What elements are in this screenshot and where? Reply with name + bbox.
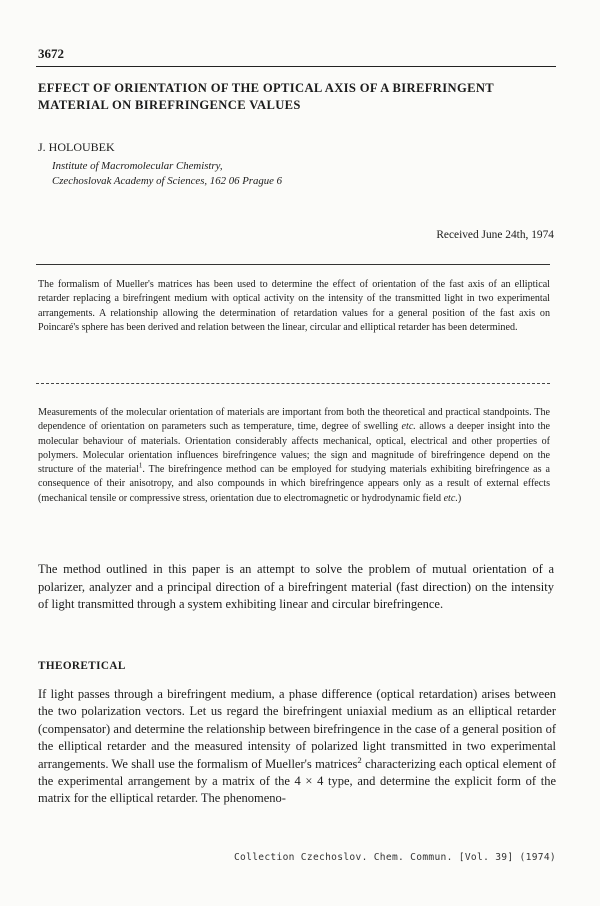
intro-text-4: ) bbox=[457, 492, 462, 504]
abstract-rule-top bbox=[36, 264, 550, 265]
journal-footer: Collection Czechoslov. Chem. Commun. [Vol. 39] (1974) bbox=[233, 852, 556, 863]
theory-paragraph bbox=[38, 686, 556, 808]
article-title: EFFECT OF ORIENTATION OF THE OPTICAL AXIS OF A BIREFRINGENT MATERIAL ON BIREFRINGENCE VALUES bbox=[38, 81, 494, 112]
reference-2: 2 bbox=[357, 754, 362, 765]
author: J. HOLOUBEK bbox=[38, 140, 115, 154]
method-paragraph: The method outlined in this paper is an attempt to solve the problem of mutual orientation of a polarizer, analyzer and a principal direction of a birefringent material (fast direction) on the intensity of light transmitted through a system exhibiting linear and circular birefringence. bbox=[38, 562, 554, 612]
affiliation-line-2: Czechoslovak Academy of Sciences, 162 06 Prague 6 bbox=[52, 175, 283, 187]
intro-etc-2: etc. bbox=[443, 492, 458, 504]
intro-etc: etc. bbox=[401, 421, 416, 433]
received-date: Received June 24th, 1974 bbox=[436, 229, 554, 241]
intro-text-3: . The birefringence method can be employed for studying materials exhibiting birefringence as a consequence of their anisotropy, and also compounds in which birefringence appears only as a result of external effects (mechanical tensile or compressive stress, orientation due to electromagnetic or hydrodynamic field bbox=[38, 464, 550, 504]
abstract-rule-bottom bbox=[36, 383, 550, 384]
theory-text-2: characterizing each optical element of the experimental arrangement by a matrix of the 4 × 4 type, and determine the explicit form of the matrix for the elliptical retarder. The phenomeno- bbox=[38, 756, 556, 806]
abstract: The formalism of Mueller's matrices has been used to determine the effect of orientation of the fast axis of an elliptical retarder replacing a birefringent medium with optical activity on the intensity of the transmitted light in two experimental arrangements. A relationship allowing the determination of retardation values for a general position of the fast axis on Poincaré's sphere has been derived and relation between the linear, circular and elliptical retarder has been determined. bbox=[38, 279, 550, 333]
reference-1: 1 bbox=[138, 461, 143, 470]
affiliation-line-1: Institute of Macromolecular Chemistry, bbox=[52, 160, 223, 172]
header-rule bbox=[36, 66, 556, 67]
theory-text-1: If light passes through a birefringent medium, a phase difference (optical retardation) arises between the two polarization vectors. Let us regard the birefringent uniaxial medium as an elliptical retarder (compensator) and determine the relationship between birefringence in the case of a general position of the elliptical retarder and the measured intensity of polarized light transmitted in two experimental arrangements. We shall use the formalism of Mueller's matrices bbox=[38, 687, 556, 771]
intro-paragraph bbox=[38, 406, 550, 506]
section-heading: THEORETICAL bbox=[38, 660, 126, 672]
intro-text-2: allows a deeper insight into the molecular behaviour of materials. Orientation considerably affects mechanical, optical, electrical and other properties of polymers. Molecular orientation influences birefringence values; the sign and magnitude of birefringence depend on the structure of the material bbox=[38, 421, 550, 476]
affiliation bbox=[52, 159, 282, 189]
page-number: 3672 bbox=[38, 46, 64, 61]
intro-text-1: Measurements of the molecular orientation of materials are important from both the theoretical and practical standpoints. The dependence of orientation on parameters such as temperature, time, degree of swelling bbox=[38, 407, 550, 433]
